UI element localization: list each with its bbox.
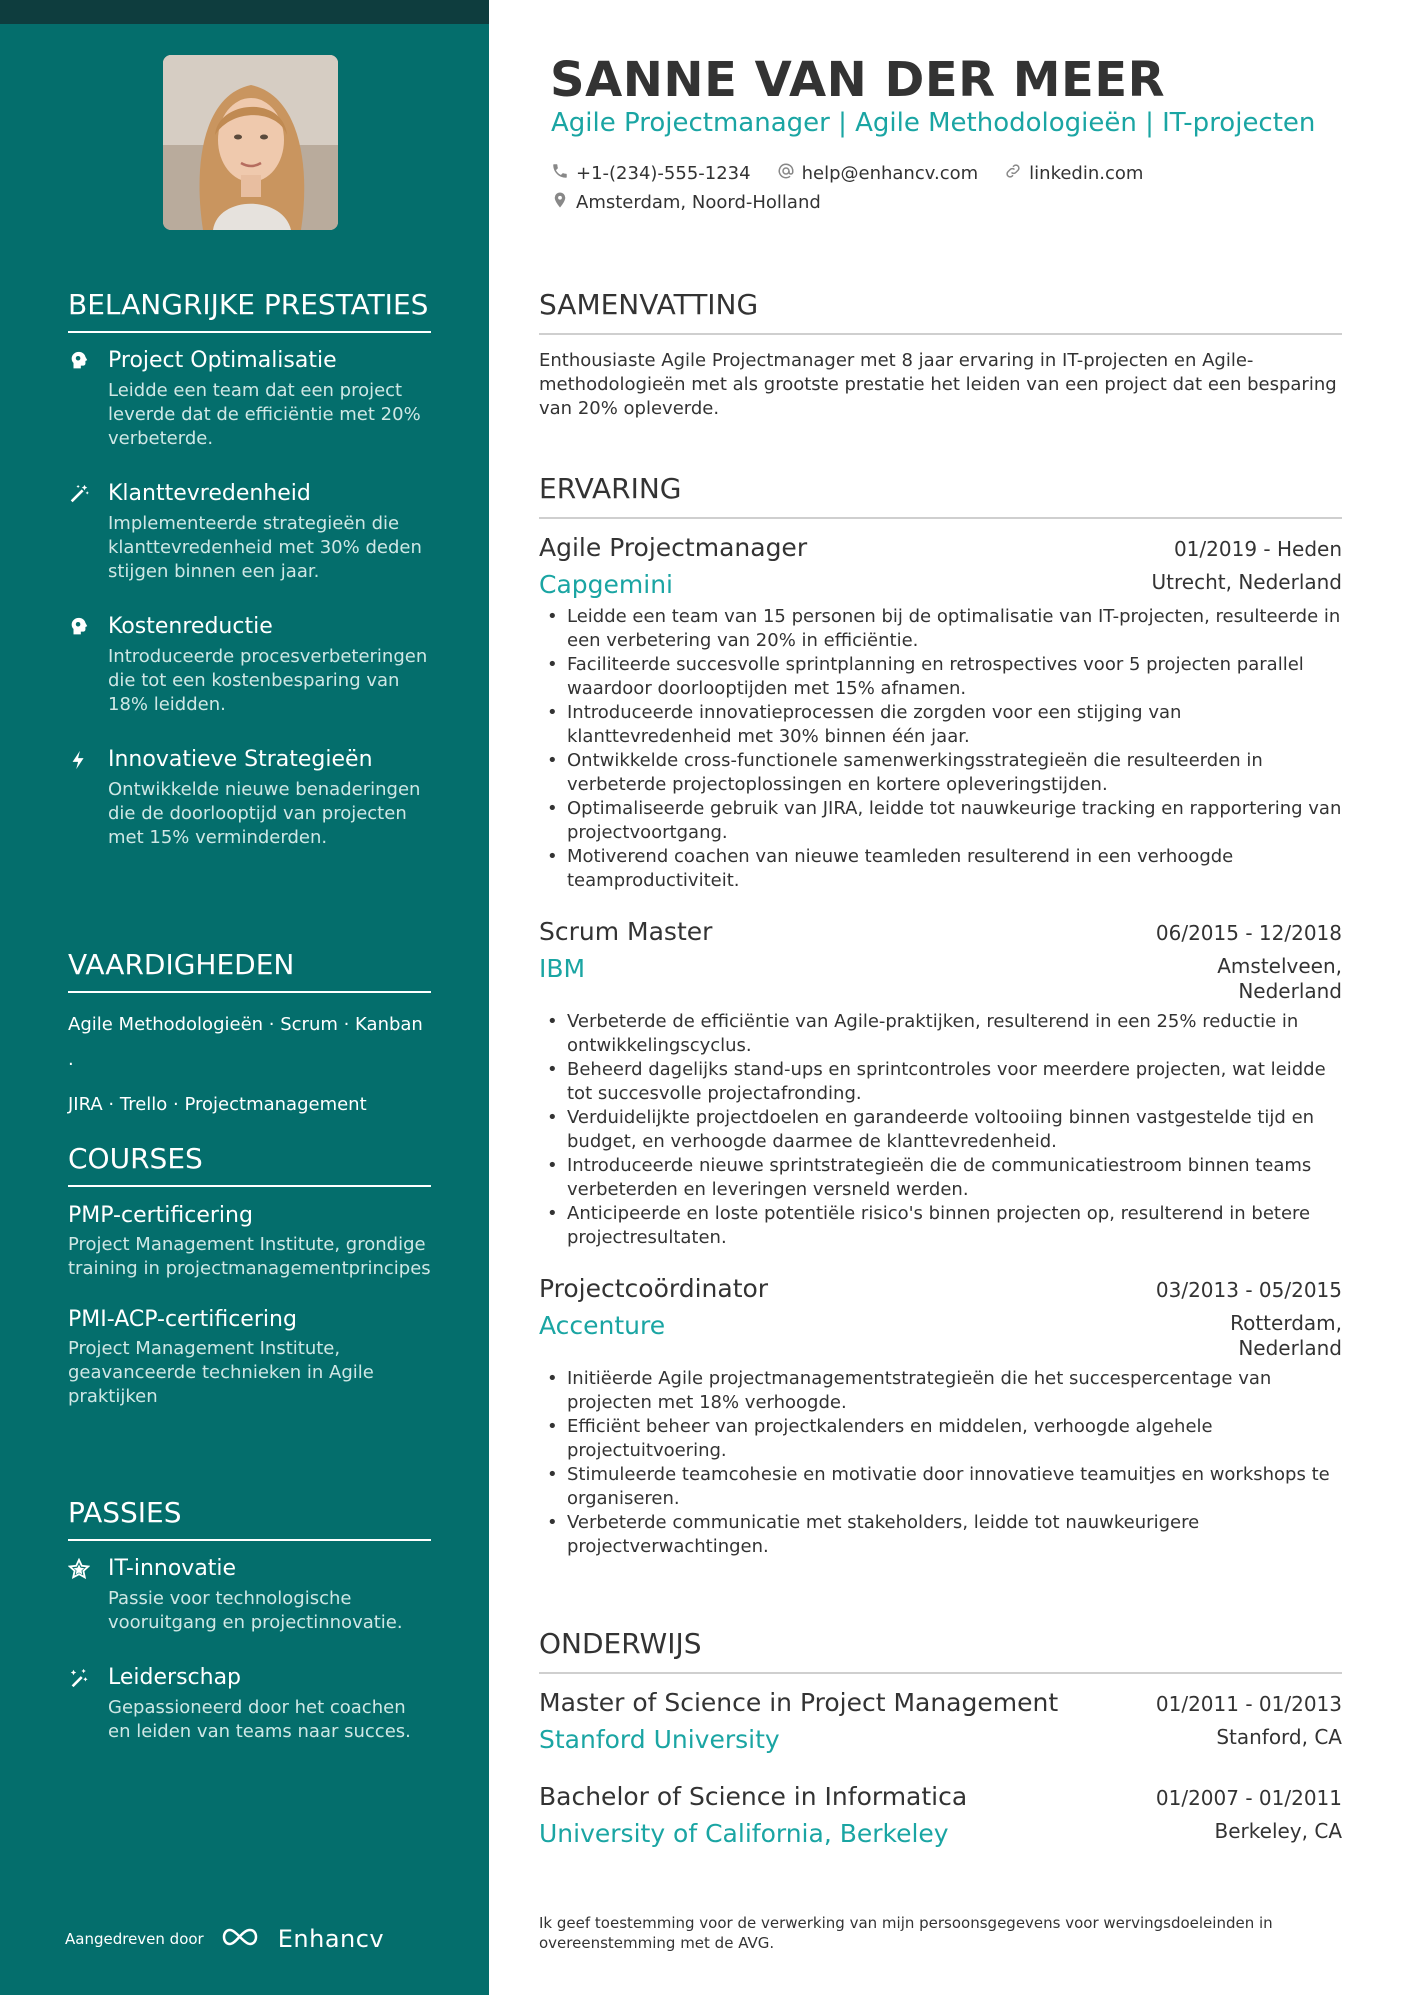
job-bullets (539, 605, 1342, 893)
summary-text: Enthousiaste Agile Projectmanager met 8 jaar ervaring in IT-projecten en Agile-methodologieën met als grootste prestatie het leiden van een project dat een besparing van 20% opleverde. (539, 350, 1337, 419)
job-bullet: • Beheerd dagelijks stand-ups en sprintcontroles voor meerdere projecten, wat leidde tot succesvolle projectafronding. (539, 1058, 1342, 1106)
job-bullet: • Verbeterde de efficiëntie van Agile-praktijken, resulterend in een 25% reductie in ontwikkelingscyclus. (539, 1010, 1342, 1058)
powered-by (65, 1925, 384, 1953)
job-entry (539, 1274, 1342, 1559)
job-bullet: • Initiëerde Agile projectmanagementstrategieën die het succespercentage van projecten met 18% verhoogde. (539, 1367, 1342, 1415)
education-date: 01/2011 - 01/2013 (1155, 1692, 1342, 1716)
summary-heading: SAMENVATTING (539, 286, 1342, 335)
education-location: Berkeley, CA (1214, 1819, 1342, 1843)
summary-section (539, 286, 1342, 421)
courses-heading: COURSES (68, 1140, 431, 1187)
achievement-item (68, 745, 431, 850)
passion-title: IT-innovatie (108, 1556, 237, 1581)
job-bullet: • Leidde een team van 15 personen bij de optimalisatie van IT-projecten, resulteerde in een verbetering van 20% in efficiëntie. (539, 605, 1342, 653)
contact-phone (551, 162, 751, 185)
degree-title: Bachelor of Science in Informatica (539, 1782, 968, 1811)
school-name: University of California, Berkeley (539, 1819, 949, 1848)
job-bullet: • Ontwikkelde cross-functionele samenwerkingsstrategieën die resulteerden in verbeterde projectoplossingen en kortere opleveringstijden. (539, 749, 1342, 797)
school-name: Stanford University (539, 1725, 780, 1754)
experience-heading: ERVARING (539, 470, 1342, 519)
job-company: Capgemini (539, 570, 673, 599)
course-item (68, 1201, 431, 1281)
contact-row (551, 162, 1143, 185)
job-company: Accenture (539, 1311, 666, 1340)
contact-email (777, 162, 979, 185)
lightning-icon (68, 749, 92, 773)
job-entry (539, 917, 1342, 1250)
course-title: PMP-certificering (68, 1203, 253, 1228)
sidebar (0, 0, 489, 1995)
job-bullet: • Stimuleerde teamcohesie en motivatie door innovatieve teamuitjes en workshops te organiseren. (539, 1463, 1342, 1511)
passions-heading: PASSIES (68, 1494, 431, 1541)
phone-icon (551, 162, 569, 185)
job-date: 03/2013 - 05/2015 (1155, 1278, 1342, 1302)
job-bullet: • Introduceerde innovatieprocessen die zorgden voor een stijging van klanttevredenheid met 30% binnen één jaar. (539, 701, 1342, 749)
job-bullet: • Anticipeerde en loste potentiële risico's binnen projecten op, resulterend in betere projectresultaten. (539, 1202, 1342, 1250)
contact-location (551, 191, 821, 214)
passion-desc: Passie voor technologische vooruitgang en projectinnovatie. (108, 1588, 403, 1633)
passions-section (68, 1494, 431, 1744)
degree-title: Master of Science in Project Management (539, 1688, 1059, 1717)
achievement-title: Innovatieve Strategieën (108, 747, 373, 772)
job-bullet: • Introduceerde nieuwe sprintstrategieën die de communicatiestroom binnen teams verbeterden en leveringen versneld werden. (539, 1154, 1342, 1202)
achievements-heading: BELANGRIJKE PRESTATIES (68, 286, 431, 333)
job-title: Agile Projectmanager (539, 533, 808, 562)
education-location: Stanford, CA (1216, 1725, 1342, 1749)
star-icon (68, 1558, 92, 1582)
link-icon (1004, 162, 1022, 185)
job-date: 01/2019 - Heden (1173, 537, 1342, 561)
location-pin-icon (551, 191, 569, 214)
candidate-name: SANNE VAN DER MEER (550, 52, 1166, 108)
job-title: Projectcoördinator (539, 1274, 769, 1303)
linkedin-text[interactable]: linkedin.com (1029, 163, 1144, 184)
job-location: Rotterdam, Nederland (1230, 1311, 1342, 1360)
enhancv-logo-icon (218, 1926, 264, 1952)
courses-section (68, 1140, 431, 1409)
skills-heading: VAARDIGHEDEN (68, 946, 431, 993)
profile-photo (163, 55, 338, 230)
phone-text[interactable]: +1-(234)-555-1234 (576, 163, 751, 184)
contact-linkedin (1004, 162, 1143, 185)
achievements-section (68, 286, 431, 850)
sidebar-top-bar (0, 0, 489, 24)
job-title: Scrum Master (539, 917, 713, 946)
skills-list: JIRA · Trello · Projectmanagement (68, 1094, 367, 1115)
passion-item (68, 1554, 431, 1635)
powered-by-label: Aangedreven door (65, 1930, 204, 1948)
achievement-item (68, 346, 431, 451)
candidate-title: Agile Projectmanager | Agile Methodologieën | IT-projecten (551, 108, 1316, 138)
achievement-title: Klanttevredenheid (108, 481, 311, 506)
job-bullet: • Efficiënt beheer van projectkalenders en middelen, verhoogde algehele projectuitvoering. (539, 1415, 1342, 1463)
passion-title: Leiderschap (108, 1665, 242, 1690)
achievement-desc: Implementeerde strategieën die klanttevredenheid met 30% deden stijgen binnen een jaar. (108, 513, 422, 582)
education-entry (539, 1782, 1342, 1848)
brain-icon (68, 616, 92, 640)
achievement-item (68, 612, 431, 717)
job-location: Amstelveen, Nederland (1217, 954, 1342, 1003)
powered-by-brand: Enhancv (277, 1925, 385, 1953)
job-bullet: • Verduidelijkte projectdoelen en garandeerde voltooiing binnen vastgestelde tijd en budget, en verhoogde daarmee de klanttevredenheid. (539, 1106, 1342, 1154)
skills-section (68, 946, 431, 1125)
course-desc: Project Management Institute, grondige training in projectmanagementprincipes (68, 1234, 431, 1279)
gdpr-consent-note: Ik geef toestemming voor de verwerking van mijn persoonsgegevens voor wervingsdoeleinden in overeenstemming met de AVG. (539, 1914, 1273, 1952)
achievement-title: Kostenreductie (108, 614, 273, 639)
achievement-item (68, 479, 431, 584)
course-item (68, 1305, 431, 1409)
achievement-desc: Ontwikkelde nieuwe benaderingen die de doorlooptijd van projecten met 15% verminderden. (108, 779, 421, 848)
passion-item (68, 1663, 431, 1744)
skills-list: Agile Methodologieën · Scrum · Kanban · (68, 1014, 423, 1075)
education-section (539, 1625, 1342, 1848)
job-bullets (539, 1010, 1342, 1250)
email-text[interactable]: help@enhancv.com (801, 163, 979, 184)
job-bullet: • Optimaliseerde gebruik van JIRA, leidde tot nauwkeurige tracking en rapportering van projectvoortgang. (539, 797, 1342, 845)
education-entry (539, 1688, 1342, 1754)
magic-icon (68, 1667, 92, 1691)
contact-row-location (551, 191, 821, 214)
job-bullet: • Motiverend coachen van nieuwe teamleden resulterend in een verhoogde teamproductiviteit. (539, 845, 1342, 893)
experience-section (539, 470, 1342, 1559)
job-bullet: • Faciliteerde succesvolle sprintplanning en retrospectives voor 5 projecten parallel waardoor doorlooptijden met 15% afnamen. (539, 653, 1342, 701)
passion-desc: Gepassioneerd door het coachen en leiden van teams naar succes. (108, 1697, 411, 1742)
at-icon (777, 162, 795, 185)
job-bullets (539, 1367, 1342, 1559)
achievement-desc: Introduceerde procesverbeteringen die tot een kostenbesparing van 18% leidden. (108, 646, 428, 715)
job-company: IBM (539, 954, 586, 983)
education-date: 01/2007 - 01/2011 (1155, 1786, 1342, 1810)
education-heading: ONDERWIJS (539, 1625, 1342, 1674)
job-date: 06/2015 - 12/2018 (1155, 921, 1342, 945)
course-title: PMI-ACP-certificering (68, 1307, 297, 1332)
job-bullet: • Verbeterde communicatie met stakeholders, leidde tot nauwkeurigere projectverwachtingen. (539, 1511, 1342, 1559)
job-entry (539, 533, 1342, 893)
job-location: Utrecht, Nederland (1151, 570, 1342, 594)
achievement-title: Project Optimalisatie (108, 348, 337, 373)
magic-wand-icon (68, 483, 92, 507)
course-desc: Project Management Institute, geavanceerde technieken in Agile praktijken (68, 1338, 374, 1407)
achievement-desc: Leidde een team dat een project leverde dat de efficiëntie met 20% verbeterde. (108, 380, 421, 449)
location-text: Amsterdam, Noord-Holland (576, 192, 821, 213)
brain-icon (68, 350, 92, 374)
